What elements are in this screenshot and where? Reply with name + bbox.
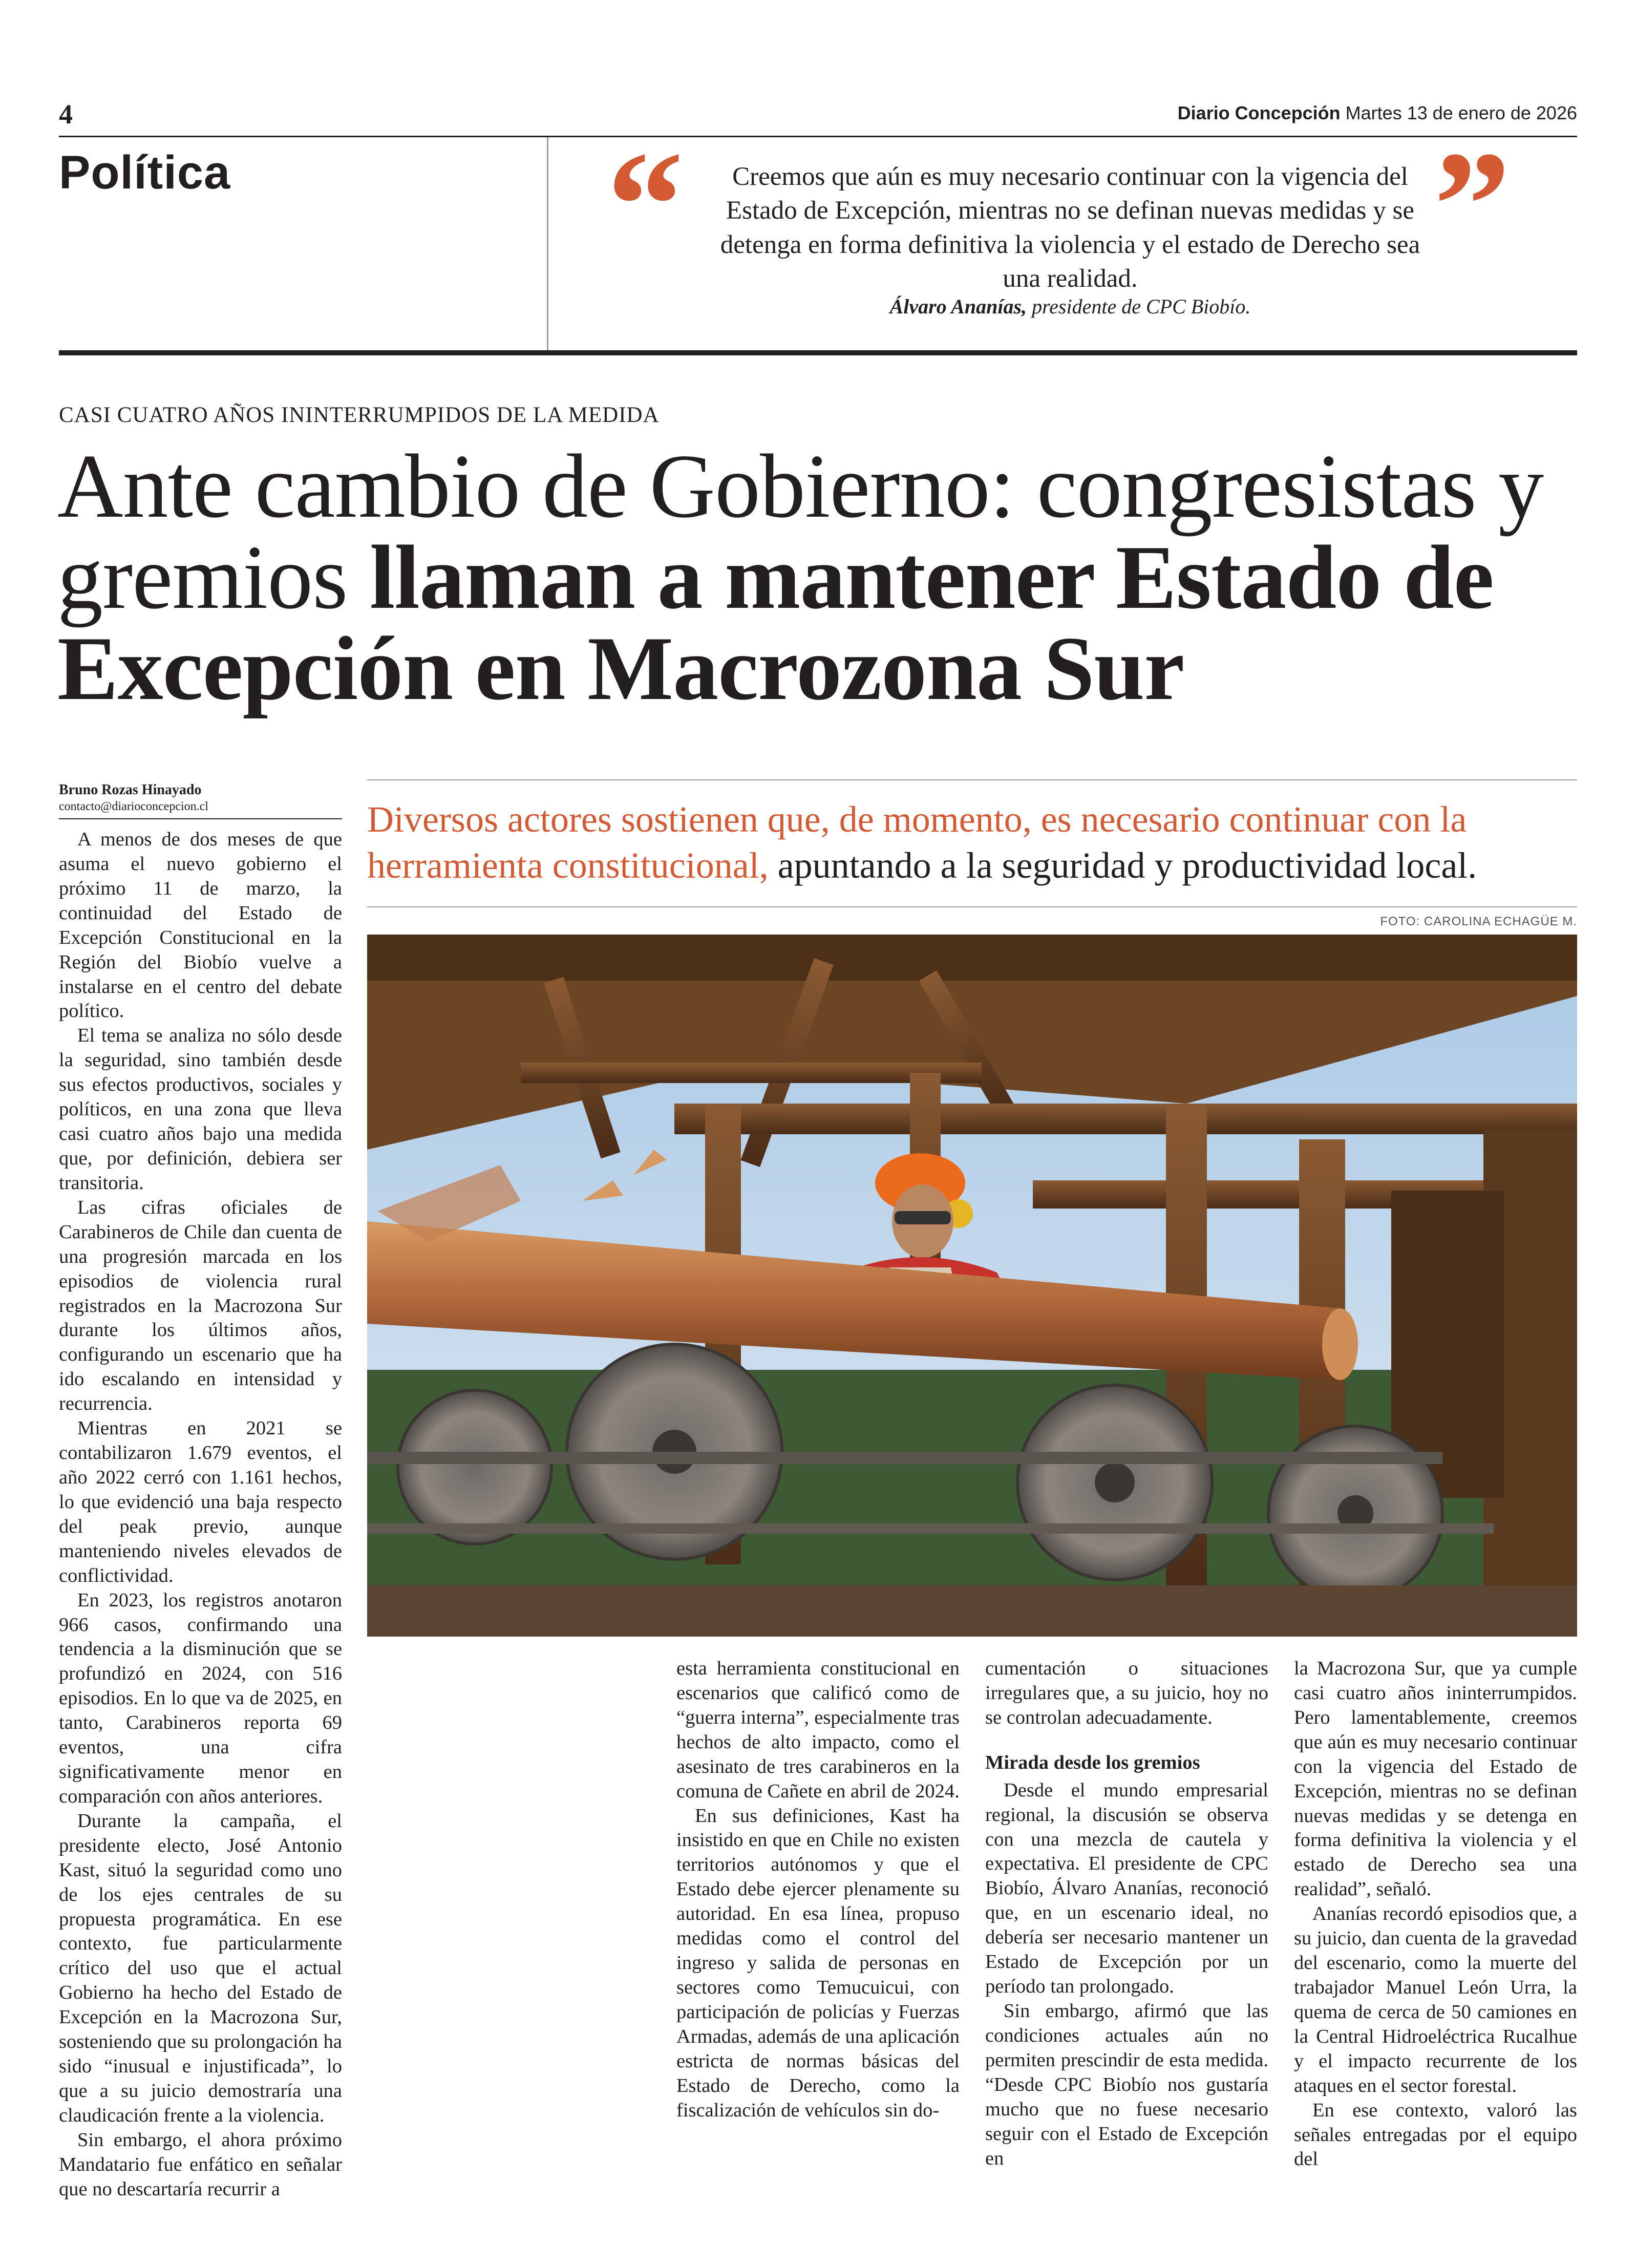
article-column-3 bbox=[985, 1657, 1268, 2171]
article-headline bbox=[57, 435, 1593, 719]
header-divider bbox=[547, 137, 548, 351]
subheading: Mirada desde los gremios bbox=[985, 1751, 1200, 1773]
paragraph: El tema se analiza no sólo desde la seguridad, sino también desde sus efectos productivos, sociales y políticos, en una zona que lleva casi cuatro años bajo una medida que, por definición, debiera ser transitoria. bbox=[59, 1025, 342, 1194]
paragraph: cumentación o situaciones irregulares que, a su juicio, hoy no se controlan adecuadamente. bbox=[985, 1658, 1268, 1728]
paragraph: Sin embargo, afirmó que las condiciones actuales aún no permiten prescindir de esta medida. “Desde CPC Biobío nos gustaría mucho que no fuese necesario seguir con el Estado de Excepción en bbox=[985, 2000, 1268, 2169]
sawmill-photo-icon bbox=[367, 935, 1577, 1637]
paragraph: Durante la campaña, el presidente electo, José Antonio Kast, situó la seguridad como uno de los ejes centrales de su propuesta programática. En ese contexto, fue particularmente crítico del uso que el actual Gobierno ha hecho del Estado de Excepción en la Macrozona Sur, sosteniendo que su prolongación ha sido “inusual e injustificada”, lo que a su juicio demostraría una claudicación frente a la violencia. bbox=[59, 1810, 342, 2126]
masthead bbox=[1178, 102, 1577, 124]
paragraph: En 2023, los registros anotaron 966 casos, confirmando una tendencia a la disminución que se profundizó en 2024, con 516 episodios. En lo que va de 2025, en tanto, Carabineros reporta 69 eventos, una cifra significativamente menor en comparación con años anteriores. bbox=[59, 1589, 342, 1807]
article-kicker: CASI CUATRO AÑOS ININTERRUMPIDOS DE LA MEDIDA bbox=[59, 403, 660, 427]
deck-rule-bottom bbox=[367, 906, 1577, 907]
pull-quote-text: Creemos que aún es muy necesario continuar con la vigencia del Estado de Excepción, mientras no se definan nuevas medidas y se detenga en forma definitiva la violencia y el estado de Derecho sea una realidad. bbox=[720, 162, 1420, 293]
paragraph: Las cifras oficiales de Carabineros de Chile dan cuenta de una progresión marcada en los episodios de violencia rural registrados en la Macrozona Sur durante los últimos años, configurando un escenario que ha ido escalando en intensidad y recurrencia. bbox=[59, 1196, 342, 1415]
photo-credit: FOTO: CAROLINA ECHAGÜE M. bbox=[1380, 915, 1577, 928]
masthead-date: Martes 13 de enero de 2026 bbox=[1345, 102, 1577, 123]
pull-quote-author bbox=[702, 294, 1439, 319]
deck-rule-top bbox=[367, 779, 1577, 780]
byline-email: contacto@diarioconcepcion.cl bbox=[59, 800, 208, 813]
paragraph: A menos de dos meses de que asuma el nuevo gobierno el próximo 11 de marzo, la continuidad del Estado de Excepción Constitucional en la Región del Biobío vuelve a instalarse en el centro del debate político. bbox=[59, 829, 342, 1022]
pull-quote-author-name: Álvaro Ananías, bbox=[889, 295, 1027, 318]
pull-quote-author-role: presidente de CPC Biobío. bbox=[1032, 295, 1251, 318]
article-deck bbox=[367, 796, 1577, 888]
masthead-name: Diario Concepción bbox=[1177, 102, 1341, 123]
deck-accent: Diversos actores sostienen que, de momento, es necesario continuar con la herramienta constitucional, bbox=[367, 799, 1467, 886]
paragraph: la Macrozona Sur, que ya cumple casi cuatro años ininterrumpidos. Pero lamentablemente, creemos que aún es muy necesario continuar con la vigencia del Estado de Excepción, mientras no se definan nuevas medidas y se detenga en forma definitiva la violencia y el estado de Derecho sea una realidad”, señaló. bbox=[1294, 1658, 1577, 1900]
paragraph: esta herramienta constitucional en escenarios que calificó como de “guerra interna”, especialmente tras hechos de alto impacto, como el asesinato de tres carabineros en la comuna de Cañete en abril de 2024. bbox=[676, 1658, 960, 1802]
byline-author: Bruno Rozas Hinayado bbox=[59, 782, 202, 798]
article-column-1 bbox=[59, 828, 342, 2202]
article-photo bbox=[367, 935, 1577, 1637]
header-rule-bottom bbox=[59, 350, 1577, 355]
paragraph: Sin embargo, el ahora próximo Mandatario fue enfático en señalar que no descartaría recurrir a bbox=[59, 2129, 342, 2200]
paragraph: Mientras en 2021 se contabilizaron 1.679 eventos, el año 2022 cerró con 1.161 hechos, lo que evidenció una baja respecto del peak previo, aunque manteniendo niveles elevados de conflictividad. bbox=[59, 1417, 342, 1586]
headline-bold: llaman a mantener Estado de Excepción en Macrozona Sur bbox=[57, 526, 1494, 719]
paragraph: En sus definiciones, Kast ha insistido en que en Chile no existen territorios autónomos y que el Estado debe ejercer plenamente su autoridad. En esa línea, propuso medidas como el control del ingreso y salida de personas en sectores como Temucuicui, con participación de policías y Fuerzas Armadas, además de una aplicación estricta de normas básicas del Estado de Derecho, como la fiscalización de vehículos sin do- bbox=[676, 1805, 960, 2121]
paragraph: Ananías recordó episodios que, a su juicio, dan cuenta de la gravedad del escenario, como la muerte del trabajador Manuel León Urra, la quema de cerca de 50 camiones en la Central Hidroeléctrica Rucalhue y el impacto recurrente de los ataques en el sector forestal. bbox=[1294, 1903, 1577, 2096]
article-column-4 bbox=[1294, 1657, 1577, 2172]
section-title: Política bbox=[59, 146, 231, 199]
paragraph: En ese contexto, valoró las señales entregadas por el equipo del bbox=[1294, 2099, 1577, 2170]
quote-close-icon: ” bbox=[1434, 120, 1511, 290]
headline-light: Ante cambio de Gobierno: congresistas y gremios bbox=[57, 435, 1544, 628]
byline-rule bbox=[59, 818, 342, 819]
paragraph: Desde el mundo empresarial regional, la discusión se observa con una mezcla de cautela y expectativa. El presidente de CPC Biobío, Álvaro Ananías, reconoció que, en un escenario ideal, no debería ser necesario mantener un Estado de Excepción por un período tan prolongado. bbox=[985, 1779, 1268, 1998]
article-column-2 bbox=[676, 1657, 960, 2123]
quote-open-icon: “ bbox=[607, 120, 684, 290]
header-rule-top bbox=[59, 136, 1577, 137]
deck-rest: apuntando a la seguridad y productividad local. bbox=[777, 845, 1477, 886]
page-number: 4 bbox=[59, 99, 73, 130]
